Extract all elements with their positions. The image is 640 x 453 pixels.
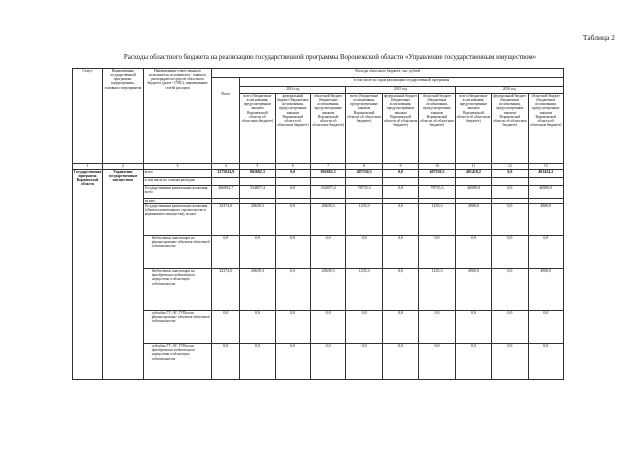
column-number: 12 (492, 164, 528, 170)
table-label: Таблица 2 (582, 33, 615, 42)
value-cell (528, 178, 563, 186)
row-label: субсидии ГУ, АУ, ГУПам на финансирование объектов областной собственности (143, 311, 212, 344)
value-cell: 466092,7 (212, 186, 240, 199)
value-cell: 407530,3 (419, 170, 455, 178)
row-status: Государственная программа Воронежской области (73, 170, 103, 380)
header-year-total: всего (бюджетные ассигнования, предусмотренные законом Воронежской области об областном бюджете) (455, 94, 491, 164)
value-cell: 20639,3 (310, 204, 345, 236)
value-cell: 0,0 (492, 236, 528, 269)
value-cell: 0,0 (240, 344, 275, 380)
value-cell (240, 178, 275, 186)
value-cell: 0,0 (382, 344, 418, 380)
value-cell: 0,0 (382, 311, 418, 344)
value-cell: 0,0 (346, 344, 382, 380)
header-regional: областной бюджет (бюджетные ассигнования, предусмотренные законом Воронежской области об областном бюджете) (528, 94, 563, 164)
column-number: 2 (103, 164, 144, 170)
value-cell: 0,0 (310, 236, 345, 269)
value-cell: 0,0 (310, 311, 345, 344)
value-cell: 0,0 (275, 186, 310, 199)
value-cell: 0,0 (275, 344, 310, 380)
value-cell: 481454,2 (528, 170, 563, 178)
value-cell: 0,0 (382, 236, 418, 269)
value-cell (346, 178, 382, 186)
header-year-total: всего (бюджетные ассигнования, предусмотренные законом Воронежской области об областном бюджете) (240, 94, 275, 164)
header-year-2014: 2014 год (240, 87, 346, 94)
value-cell: 0,0 (212, 311, 240, 344)
value-cell: 802682,3 (240, 170, 275, 178)
value-cell: 0,0 (528, 236, 563, 269)
value-cell: 0,0 (528, 344, 563, 380)
table-row (73, 204, 564, 236)
header-year-total: всего (бюджетные ассигнования, предусмотренные законом Воронежской области об областном бюджете) (346, 94, 382, 164)
value-cell: 0,0 (240, 236, 275, 269)
value-cell: 1235,3 (419, 204, 455, 236)
value-cell: 0,0 (382, 204, 418, 236)
expenses-table (72, 68, 564, 380)
header-status: Статус (73, 69, 103, 164)
header-year-2016: 2016 год (455, 87, 563, 94)
value-cell: 481410,2 (455, 170, 491, 178)
value-cell: 0,0 (419, 311, 455, 344)
table-row (73, 170, 564, 178)
row-label: в том числе по статьям расходов: (143, 178, 212, 186)
column-number: 1 (73, 164, 103, 170)
row-label: Государственные капитальные вложения (объекты капитального строительства и недвижимого имущества), из них: (143, 204, 212, 236)
column-number: 10 (419, 164, 455, 170)
value-cell: 0,0 (382, 269, 418, 311)
value-cell: 46900,0 (528, 186, 563, 199)
header-executor: Наименование ответственного исполнителя, исполнителя - главного распорядителя средств областного бюджета (далее - ГРБС), наименование статей расходов (143, 69, 212, 164)
value-cell: 0,0 (212, 344, 240, 380)
value-cell: 0,0 (492, 344, 528, 380)
header-regional: областной бюджет (бюджетные ассигнования, предусмотренные законом Воронежской области об областном бюджете) (310, 94, 345, 164)
value-cell: 32374,6 (212, 204, 240, 236)
value-cell: 0,0 (240, 311, 275, 344)
value-cell: 0,0 (455, 311, 491, 344)
header-regional: областной бюджет (бюджетные ассигнования, предусмотренные законом Воронежской области об областном бюджете) (419, 94, 455, 164)
value-cell: 4900,0 (455, 204, 491, 236)
value-cell: 0,0 (275, 204, 310, 236)
value-cell: 46900,0 (455, 186, 491, 199)
value-cell: 0,0 (419, 236, 455, 269)
value-cell: 78735,3 (346, 186, 382, 199)
column-number: 6 (275, 164, 310, 170)
table-row (73, 344, 564, 380)
value-cell: 334857,4 (240, 186, 275, 199)
value-cell: 0,0 (275, 170, 310, 178)
value-cell: 0,0 (275, 311, 310, 344)
value-cell (455, 178, 491, 186)
row-label: Государственные капитальные вложения, всего (143, 186, 212, 199)
value-cell: 4900,0 (455, 269, 491, 311)
value-cell: 0,0 (382, 170, 418, 178)
column-number: 8 (346, 164, 382, 170)
value-cell: 0,0 (419, 344, 455, 380)
header-federal: федеральный бюджет (бюджетные ассигнования, предусмотренные законом Воронежской области об областном бюджете) (382, 94, 418, 164)
header-federal: федеральный бюджет (бюджетные ассигнования, предусмотренные законом Воронежской области об областном бюджете) (492, 94, 528, 164)
value-cell: 0,0 (528, 311, 563, 344)
value-cell: 20639,3 (240, 269, 275, 311)
column-number: 11 (455, 164, 491, 170)
header-by-years: в том числе по годам реализации государственной программы (240, 78, 564, 87)
value-cell: 4900,0 (528, 204, 563, 236)
row-label: субсидии ГУ, АУ, ГУПам на приобретение недвижимого имущества в областную собственность (143, 344, 212, 380)
header-year-2015: 2015 год (346, 87, 455, 94)
value-cell: 1235,3 (419, 269, 455, 311)
value-cell: 32374,6 (212, 269, 240, 311)
header-total: Всего (212, 78, 240, 164)
row-label: бюджетные инвестиции на приобретение недвижимого имущества в областную собственность (143, 269, 212, 311)
column-number: 9 (382, 164, 418, 170)
expenses-table-sheet (72, 68, 564, 380)
header-federal: федеральный бюджет (бюджетные ассигнования, предусмотренные законом Воронежской области об областном бюджете) (275, 94, 310, 164)
value-cell: 0,0 (346, 236, 382, 269)
value-cell: 0,0 (492, 186, 528, 199)
value-cell: 0,0 (492, 204, 528, 236)
value-cell: 0,0 (275, 236, 310, 269)
row-label: бюджетные инвестиции на финансирование объектов областной собственности (143, 236, 212, 269)
value-cell: 334857,4 (310, 186, 345, 199)
value-cell: 0,0 (310, 344, 345, 380)
value-cell: 0,0 (492, 311, 528, 344)
value-cell: 20639,3 (310, 269, 345, 311)
value-cell (419, 178, 455, 186)
value-cell: 0,0 (382, 186, 418, 199)
value-cell: 20639,3 (240, 204, 275, 236)
column-number: 13 (528, 164, 563, 170)
column-number: 4 (212, 164, 240, 170)
value-cell: 0,0 (346, 311, 382, 344)
value-cell: 3275024,9 (212, 170, 240, 178)
table-row (73, 236, 564, 269)
value-cell: 78735,3 (419, 186, 455, 199)
value-cell (382, 178, 418, 186)
value-cell: 1235,3 (346, 204, 382, 236)
value-cell (310, 178, 345, 186)
value-cell: 4900,0 (528, 269, 563, 311)
value-cell: 0,0 (492, 170, 528, 178)
column-number: 3 (143, 164, 212, 170)
column-number: 5 (240, 164, 275, 170)
value-cell (212, 178, 240, 186)
value-cell: 0,0 (455, 236, 491, 269)
value-cell: 0,0 (492, 269, 528, 311)
value-cell: 407530,3 (346, 170, 382, 178)
document-title: Расходы областного бюджета на реализацию государственной программы Воронежской области «Управление государственным имуществом» (123, 54, 537, 61)
table-row (73, 178, 564, 186)
table-row (73, 269, 564, 311)
row-program: Управление государственным имуществом (103, 170, 144, 380)
value-cell: 0,0 (455, 344, 491, 380)
value-cell: 0,0 (275, 269, 310, 311)
value-cell: 802682,3 (310, 170, 345, 178)
table-row (73, 311, 564, 344)
header-program-name: Наименование государственной программы, подпрограммы, основного мероприятия (103, 69, 144, 164)
value-cell: 0,0 (212, 236, 240, 269)
table-body (73, 170, 564, 380)
table-row (73, 186, 564, 199)
row-label: всего (143, 170, 212, 178)
row-label: из них: (143, 199, 212, 204)
column-number: 7 (310, 164, 345, 170)
value-cell (492, 178, 528, 186)
value-cell: 1235,3 (346, 269, 382, 311)
header-expenses-caption: Расходы областного бюджета, тыс. рублей (212, 69, 564, 78)
value-cell (275, 178, 310, 186)
